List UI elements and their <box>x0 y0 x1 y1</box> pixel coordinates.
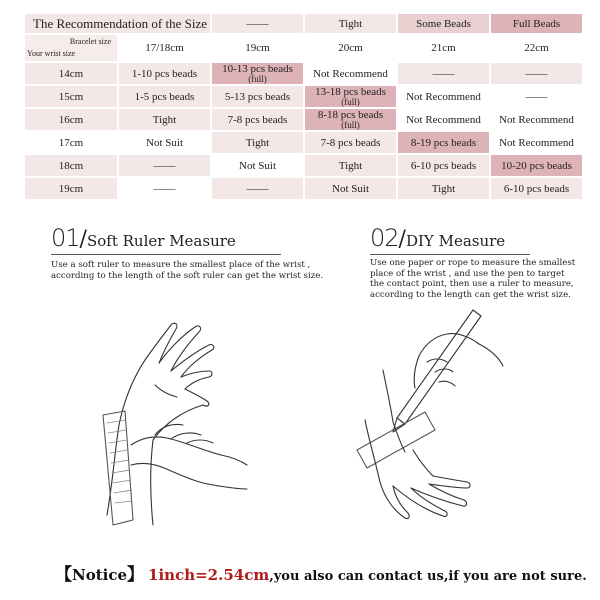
header-tight: Tight <box>304 13 397 34</box>
method2-title: DIY Measure <box>405 232 506 250</box>
table-cell: 5-13 pcs beads <box>211 85 304 108</box>
method1-description: Use a soft ruler to measure the smallest place of the wrist , according to the length of the soft ruler can get the wrist size. <box>51 260 324 281</box>
table-cell: 13-18 pcs beads (full) <box>304 85 397 108</box>
method2-description: Use one paper or rope to measure the smallest place of the wrist , and use the pen to target the contact point, then use a ruler to measure, according to the length can get the wrist size. <box>370 258 576 300</box>
table-cell: Not Recommend <box>304 62 397 85</box>
bracelet-size-header: 20cm <box>304 34 397 62</box>
bracelet-size-label: Bracelet size <box>69 37 111 46</box>
table-cell: Not Suit <box>118 131 211 154</box>
table-cell: Not Recommend <box>397 108 490 131</box>
method2-divider <box>370 254 530 255</box>
table-cell: 1-5 pcs beads <box>118 85 211 108</box>
size-recommendation-table <box>23 12 584 201</box>
table-cell: 1-10 pcs beads <box>118 62 211 85</box>
table-cell: Not Recommend <box>490 108 583 131</box>
table-title: The Recommendation of the Size <box>24 13 211 34</box>
table-cell: 10-20 pcs beads <box>490 154 583 177</box>
bracelet-size-header: 21cm <box>397 34 490 62</box>
method1-title: Soft Ruler Measure <box>86 232 236 250</box>
notice-line <box>55 560 587 585</box>
method1-slash: / <box>79 227 87 252</box>
wrist-size-cell: 16cm <box>24 108 118 131</box>
table-cell: Not Recommend <box>397 85 490 108</box>
bracelet-size-header: 17/18cm <box>118 34 211 62</box>
table-cell: —— <box>490 85 583 108</box>
table-cell: —— <box>211 177 304 200</box>
wrist-size-cell: 19cm <box>24 177 118 200</box>
method2-heading <box>370 224 505 252</box>
method1-number: 01 <box>51 224 80 252</box>
wrist-size-cell: 15cm <box>24 85 118 108</box>
notice-bracket-close: 】 <box>127 565 145 585</box>
table-cell: —— <box>397 62 490 85</box>
wrist-size-cell: 17cm <box>24 131 118 154</box>
notice-contact-text: ,you also can contact us,if you are not sure. <box>269 569 587 584</box>
table-row <box>24 85 583 108</box>
hand-pen-paper-illustration <box>335 300 505 530</box>
method2-slash: / <box>398 227 406 252</box>
table-cell: Tight <box>211 131 304 154</box>
wrist-size-label: Your wrist size <box>27 49 76 58</box>
inch-conversion: 1inch=2.54cm <box>148 566 270 584</box>
diagonal-header-cell <box>24 34 118 62</box>
table-cell: 8-18 pcs beads (full) <box>304 108 397 131</box>
table-row <box>24 177 583 200</box>
wrist-size-cell: 14cm <box>24 62 118 85</box>
bracelet-size-header: 22cm <box>490 34 583 62</box>
table-cell: Not Recommend <box>490 131 583 154</box>
bracelet-size-header: 19cm <box>211 34 304 62</box>
table-cell: Tight <box>397 177 490 200</box>
table-cell: —— <box>490 62 583 85</box>
table-row <box>24 108 583 131</box>
table-cell: —— <box>118 154 211 177</box>
table-cell: 7-8 pcs beads <box>211 108 304 131</box>
table-cell: Tight <box>118 108 211 131</box>
table-cell: 7-8 pcs beads <box>304 131 397 154</box>
wrist-soft-ruler-illustration <box>95 315 255 530</box>
table-cell: Not Suit <box>211 154 304 177</box>
method2-number: 02 <box>370 224 399 252</box>
method1-heading <box>51 224 236 252</box>
header-full-beads: Full Beads <box>490 13 583 34</box>
table-row <box>24 131 583 154</box>
table-cell: —— <box>118 177 211 200</box>
table-cell: 10-13 pcs beads (full) <box>211 62 304 85</box>
method1-divider <box>51 254 281 255</box>
wrist-size-cell: 18cm <box>24 154 118 177</box>
table-row <box>24 62 583 85</box>
table-cell: Not Suit <box>304 177 397 200</box>
table-cell: 8-19 pcs beads <box>397 131 490 154</box>
table-row <box>24 154 583 177</box>
table-cell: 6-10 pcs beads <box>490 177 583 200</box>
header-some-beads: Some Beads <box>397 13 490 34</box>
notice-word: Notice <box>72 566 128 584</box>
table-cell: Tight <box>304 154 397 177</box>
table-cell: 6-10 pcs beads <box>397 154 490 177</box>
notice-bracket-open: 【 <box>55 565 72 585</box>
header-dash: —— <box>211 13 304 34</box>
